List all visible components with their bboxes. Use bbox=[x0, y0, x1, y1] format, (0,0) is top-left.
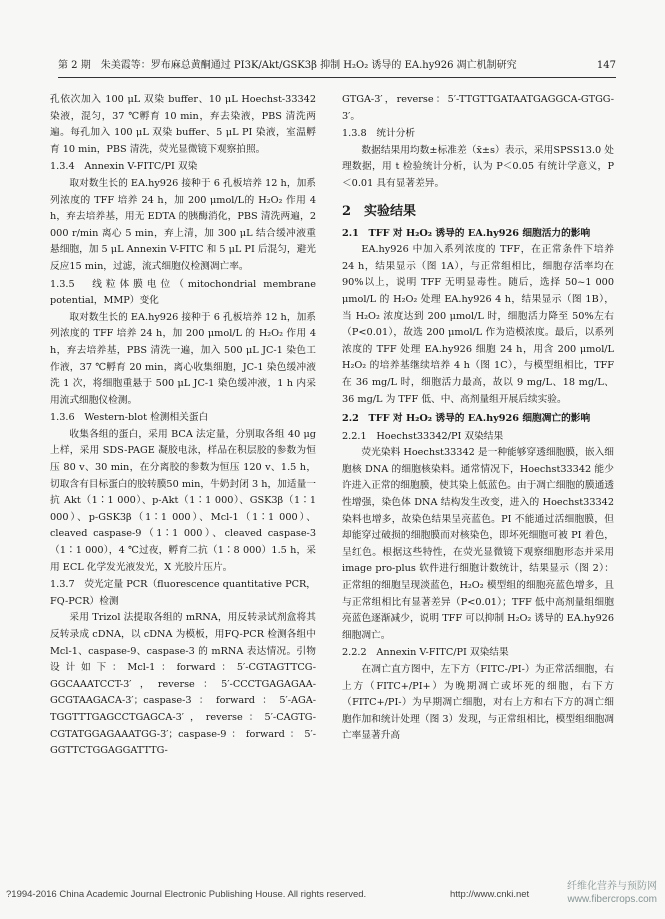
copyright-notice: ?1994-2016 China Academic Journal Electronic Publishing House. All rights reserved. bbox=[6, 889, 367, 900]
running-header bbox=[58, 55, 616, 78]
section-heading: 1.3.4 Annexin V-FITC/PI 双染 bbox=[50, 161, 198, 173]
issue-label: 第 2 期 bbox=[58, 60, 91, 71]
body-paragraph: 取对数生长的 EA.hy926 接种于 6 孔板培养 12 h，加系列浓度的 TFF 培养 24 h，加 200 μmol/L 的 H₂O₂ 作用 4 h，弃去培养基，PBS 清洗一遍，加入 500 μL JC-1 染色工作液，37 ℃孵育 20 min，离心收集细胞，JC-1 染色缓冲液洗 1 次，将细胞重悬于 500 μL JC-1 染色缓冲液，1 h 内采用流式细胞仪检测。 bbox=[50, 311, 316, 406]
subsection-heading: 2.1 TFF 对 H₂O₂ 诱导的 EA.hy926 细胞活力的影响 bbox=[342, 227, 591, 239]
page-number: 147 bbox=[596, 60, 616, 71]
header-issue-and-title bbox=[58, 55, 517, 77]
section-heading: 1.3.8 统计分析 bbox=[342, 128, 416, 140]
body-paragraph: 采用 Trizol 法提取各组的 mRNA，用反转录试剂盒将其反转录成 cDNA，以 cDNA 为模板，用FQ-PCR 检测各组中 Mcl-1、caspase-9、caspase-3 的 mRNA 表达情况。引物设计如下：Mcl-1：forward：5′-CGTAGTTCG-GGCAAATCCT-3′，reverse：5′-CCCTGAGAGAA-GCGTAAGACA-3′；caspase-3：forward：5′-AGA-TGGTTTGAGCCTGAGCA-3′，reverse：5′-CAGTG-CGTATGGAGAAATGG-3′；caspase-9：forward：5′-GGTTCTGGAGGATTTG- bbox=[50, 612, 316, 757]
section-heading: 1.3.7 荧光定量 PCR（fluorescence quantitative PCR，FQ-PCR）检测 bbox=[50, 579, 316, 607]
body-paragraph: 数据结果用均数±标准差（x̄±s）表示，采用SPSS13.0 处理数据，用 t 检验统计分析，认为 P＜0.05 有统计学意义，P＜0.01 具有显著差异。 bbox=[342, 144, 614, 189]
body-paragraph: EA.hy926 中加入系列浓度的 TFF，在正常条件下培养 24 h，结果显示（图 1A），与正常组相比，细胞存活率均在 90%以上，说明 TFF 无明显毒性。随后，选择 50~1 000 μmol/L 的 H₂O₂ 处理 EA.hy926 4 h，结果显示（图 1B），当 H₂O₂ 浓度达到 200 μmol/L 时，细胞活力降至 50%左右（P<0.01），故选 200 μmol/L 作为造模浓度。最后，以系列浓度的 TFF 处理 EA.hy926 细胞 24 h，用含 200 μmol/L H₂O₂ 的培养基继续培养 4 h（图 1C），与模型组相比，TFF 在 36 mg/L 时，细胞活力最高，故以 9 mg/L、18 mg/L、36 mg/L 为 TFF 低、中、高剂量组开展后续实验。 bbox=[342, 244, 614, 405]
left-text-column bbox=[50, 92, 316, 760]
running-title: 朱美霞等：罗布麻总黄酮通过 PI3K/Akt/GSK3β 抑制 H₂O₂ 诱导的 EA.hy926 凋亡机制研究 bbox=[100, 60, 517, 71]
footer-url[interactable]: http://www.cnki.net bbox=[450, 889, 530, 900]
body-paragraph: 荧光染料 Hoechst33342 是一种能够穿透细胞膜，嵌入细胞核 DNA 的细胞核染料。通常情况下，Hoechst33342 能少许进入正常的细胞膜，使其染上低蓝色。由于凋亡细胞的膜通透性增强，染色体 DNA 结构发生改变，进入的 Hoechst33342 染料也增多，故染色结果呈亮蓝色。PI 不能通过活细胞膜，但却能穿过破损的细胞膜而对核染色，即坏死细胞可被 PI 着色，呈红色。根据这些特性，在荧光显微镜下观察细胞形态并采用 image pro-plus 软件进行细胞计数统计，结果显示（图 2）：正常组的细胞呈现淡蓝色，H₂O₂ 模型组的细胞亮蓝色增多，且与正常组相比有显著差异（P<0.01）；TFF 低中高剂量组细胞亮蓝色逐渐减少，说明 TFF 可以抑制 H₂O₂ 诱导的 EA.hy926 细胞凋亡。 bbox=[342, 447, 614, 641]
chapter-heading: 2 实验结果 bbox=[342, 203, 417, 219]
section-heading: 2.2.1 Hoechst33342/PI 双染结果 bbox=[342, 430, 504, 442]
body-paragraph: 取对数生长的 EA.hy926 接种于 6 孔板培养 12 h，加系列浓度的 TFF 培养 24 h，加 200 μmol/L的 H₂O₂ 作用 4 h，弃去培养基，用无 EDTA 的胰酶消化，PBS 清洗两遍，2 000 r/min 离心 5 min，弃上清，加 300 μL 结合缓冲液重悬细胞，加 5 μL Annexin V-FITC 和 5 μL PI 后混匀，避光反应15 min，过滤，流式细胞仪检测凋亡率。 bbox=[50, 177, 316, 272]
body-paragraph: 孔依次加入 100 μL 双染 buffer、10 μL Hoechst-33342 染液，混匀，37 ℃孵育 10 min，弃去染液，PBS 清洗两遍。每孔加入 100 μL 双染 buffer、5 μL PI 染液，室温孵育 10 min，PBS 清洗，荧光显微镜下观察拍照。 bbox=[50, 94, 316, 155]
body-paragraph: 收集各组的蛋白，采用 BCA 法定量，分别取各组 40 μg 上样，采用 SDS-PAGE 凝胶电泳，样品在积层胶的参数为恒压 80 v、30 min，在分离胶的参数为恒压 120 v、1.5 h，切取含有目标蛋白的胶转膜50 min，牛奶封闭 3 h，加适量一抗 Akt（1∶1 000）、p-Akt（1∶1 000）、GSK3β（1∶1 000）、p-GSK3β（1∶1 000）、Mcl-1（1∶1 000）、cleaved caspase-9（1∶1 000）、cleaved caspase-3（1∶1 000），4 ℃过夜，孵育二抗（1∶8 000）1.5 h，采用 ECL 化学发光液发光，X 光胶片压片。 bbox=[50, 428, 316, 573]
section-heading: 1.3.5 线粒体膜电位（mitochondrial membrane potential，MMP）变化 bbox=[50, 278, 316, 307]
right-text-column bbox=[342, 92, 614, 745]
site-watermark: 纤维化营养与预防网 www.fibercrops.com bbox=[567, 881, 657, 905]
body-paragraph: GTGA-3′，reverse：5′-TTGTTGATAATGAGGCA-GTGG-3′。 bbox=[342, 94, 614, 122]
section-heading: 1.3.6 Western-blot 检测相关蛋白 bbox=[50, 412, 209, 424]
section-heading: 2.2.2 Annexin V-FITC/PI 双染结果 bbox=[342, 647, 509, 659]
body-paragraph: 在凋亡直方图中，左下方（FITC-/PI-）为正常活细胞，右上方（FITC+/PI+）为晚期凋亡或坏死的细胞，右下方（FITC+/PI-）为早期凋亡细胞，对右上方和右下方的凋亡细胞作加和统计处理（图 3）发现，与正常组相比，模型组细胞凋亡率显著升高 bbox=[342, 664, 614, 742]
subsection-heading: 2.2 TFF 对 H₂O₂ 诱导的 EA.hy926 细胞凋亡的影响 bbox=[342, 413, 591, 425]
